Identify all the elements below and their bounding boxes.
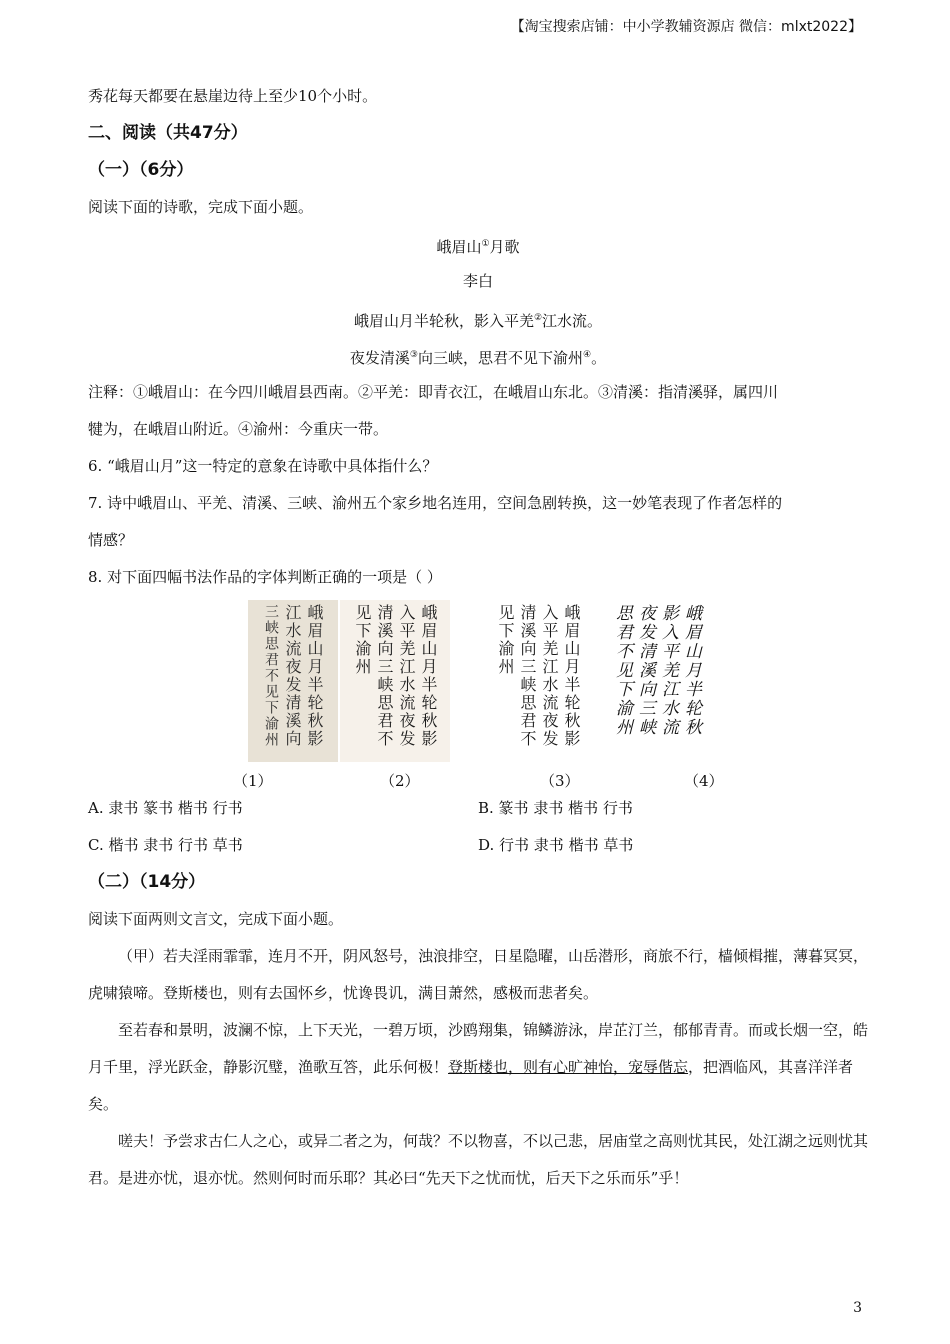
poem-line-2b: 向三峡，思君不见下渝州 — [417, 349, 583, 367]
cal2-col-4: 见下渝州 — [353, 604, 372, 676]
cal1-col-2: 江水流夜发清溪向 — [283, 604, 302, 748]
options-row-2 — [88, 827, 868, 864]
option-d: D. 行书 隶书 楷书 草书 — [478, 836, 634, 854]
para2-text-a: 至若春和景明，波澜不惊，上下天光，一碧万顷，沙鸥翔集，锦鳞游泳，岸芷汀兰，郁郁青青。而或长烟一空，皓月千里，浮光跃金，静影沉璧，渔歌互答，此乐何极！ — [88, 1021, 869, 1076]
part2-title: （二）（14分） — [88, 872, 206, 892]
option-a: A. 隶书 篆书 楷书 行书 — [88, 799, 243, 817]
cal2-col-2: 入平羌江水流夜发 — [397, 604, 416, 748]
part1-title: （一）（6分） — [88, 160, 194, 180]
cal3-col-2: 入平羌江水流夜发 — [540, 604, 559, 748]
cal4-col-4: 思君不见下渝州 — [612, 604, 632, 737]
question-7-line-1: 7. 诗中峨眉山、平羌、清溪、三峡、渝州五个家乡地名连用，空间急剧转换，这一妙笔表现了作者怎样的 — [88, 494, 783, 512]
cal4-col-2: 影入平羌江水流 — [658, 604, 678, 737]
poem-line-1 — [88, 300, 868, 337]
calligraphy-3 — [478, 600, 598, 762]
cal4-col-1: 峨眉山月半轮秋 — [681, 604, 701, 737]
poem-line-2a: 夜发清溪 — [349, 349, 410, 367]
poem-title-rest: 月歌 — [489, 238, 520, 256]
calligraphy-2 — [340, 600, 450, 762]
page-header: 【淘宝搜索店铺：中小学教辅资源店 微信：mlxt2022】 — [510, 19, 862, 35]
poem-line-1a: 峨眉山月半轮秋，影入平羌 — [353, 312, 534, 330]
caption-4: （4） — [684, 772, 724, 790]
notes-line-1: 注释：①峨眉山：在今四川峨眉县西南。②平羌：即青衣江，在峨眉山东北。③清溪：指清溪驿，属四川 — [88, 383, 779, 401]
poem-line-2c: 。 — [591, 349, 607, 367]
cal2-col-1: 峨眉山月半轮秋影 — [419, 604, 438, 748]
poem-line-1b: 江水流。 — [542, 312, 603, 330]
poem-author: 李白 — [462, 272, 493, 290]
cal2-col-3: 清溪向三峡思君不 — [375, 604, 394, 748]
option-b: B. 篆书 隶书 楷书 行书 — [478, 799, 633, 817]
poem-line-2-note2: ④ — [583, 350, 592, 360]
notes-line-2: 犍为，在峨眉山附近。④渝州：今重庆一带。 — [88, 420, 389, 438]
option-c: C. 楷书 隶书 行书 草书 — [88, 836, 243, 854]
cal1-col-3: 三峡思君不见下渝州 — [263, 604, 279, 748]
caption-2: （2） — [380, 772, 420, 790]
para2-underlined: 登斯楼也，则有心旷神怡，宠辱偕忘 — [448, 1058, 689, 1076]
cal1-col-1: 峨眉山月半轮秋影 — [305, 604, 324, 748]
question-6: 6. “峨眉山月”这一特定的意象在诗歌中具体指什么？ — [88, 457, 438, 475]
calligraphy-1 — [248, 600, 338, 762]
cal3-col-3: 清溪向三峡思君不 — [518, 604, 537, 748]
caption-3: （3） — [540, 772, 580, 790]
poem-line-2 — [88, 337, 868, 374]
caption-1: （1） — [233, 772, 273, 790]
poem-title — [88, 226, 868, 263]
options-row-1 — [88, 790, 868, 827]
poem-title-text: 峨眉山 — [436, 238, 482, 256]
section-title: 二、阅读（共47分） — [88, 123, 248, 143]
top-line: 秀花每天都要在悬崖边待上至少10个小时。 — [88, 87, 378, 105]
document-body — [88, 78, 868, 1197]
question-8: 8. 对下面四幅书法作品的字体判断正确的一项是（ ） — [88, 568, 442, 586]
calligraphy-4 — [606, 600, 706, 762]
page-number: 3 — [853, 1300, 862, 1316]
passage-paragraph-1: （甲）若夫淫雨霏霏，连月不开，阴风怒号，浊浪排空，日星隐曜，山岳潜形，商旅不行，樯倾楫摧，薄暮冥冥，虎啸猿啼。登斯楼也，则有去国怀乡，忧谗畏讥，满目萧然，感极而悲者矣。 — [88, 947, 869, 1002]
part2-instruction: 阅读下面两则文言文，完成下面小题。 — [88, 910, 344, 928]
cal3-col-4: 见下渝州 — [496, 604, 515, 676]
cal4-col-3: 夜发清溪向三峡 — [635, 604, 655, 737]
cal3-col-1: 峨眉山月半轮秋影 — [562, 604, 581, 748]
question-7-line-2: 情感？ — [88, 531, 134, 549]
poem-title-note: ① — [481, 239, 490, 249]
poem-line-1-note: ② — [533, 313, 543, 323]
passage-paragraph-3: 嗟夫！予尝求古仁人之心，或异二者之为，何哉？不以物喜，不以己悲，居庙堂之高则忧其民，处江湖之远则忧其君。是进亦忧，退亦忧。然则何时而乐耶？其必曰“先天下之忧而忧，后天下之乐而乐”乎！ — [88, 1132, 869, 1187]
calligraphy-images — [88, 600, 868, 790]
para2-text-b: ，把酒临风，其喜洋洋者矣。 — [88, 1058, 854, 1113]
poem-line-2-note: ③ — [409, 350, 418, 360]
part1-instruction: 阅读下面的诗歌，完成下面小题。 — [88, 198, 314, 216]
passage-paragraph-2 — [88, 1012, 868, 1123]
